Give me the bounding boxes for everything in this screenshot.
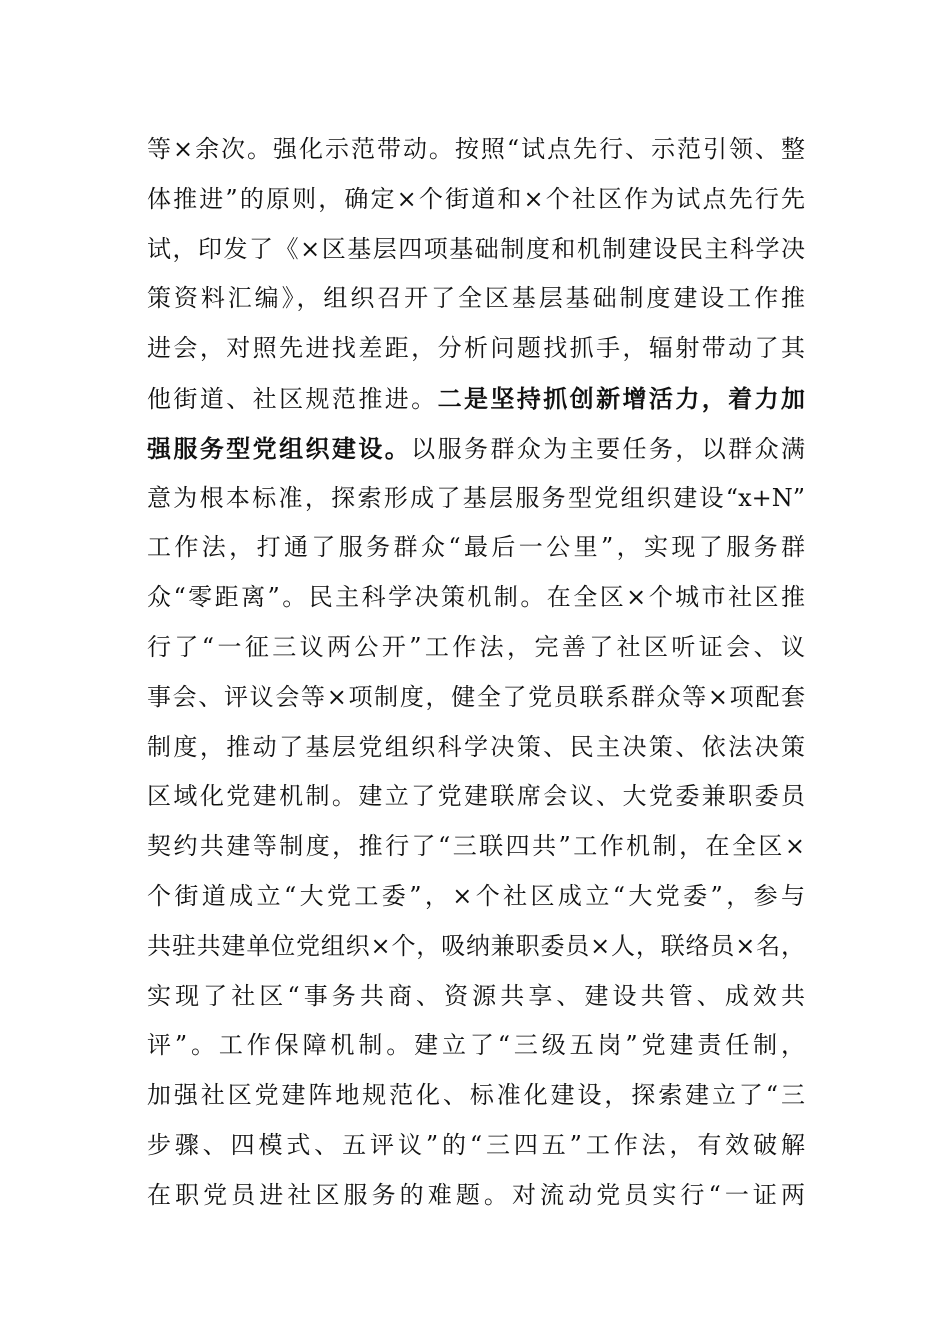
text-line xyxy=(147,175,805,225)
text-line xyxy=(147,972,805,1022)
text-run: 在职党员进社区服务的难题。对流动党员实行“一证两 xyxy=(147,1180,805,1209)
text-line xyxy=(147,324,805,374)
text-line xyxy=(147,723,805,773)
text-line xyxy=(147,1021,805,1071)
text-run: 工作法，打通了服务群众“最后一公里”，实现了服务群 xyxy=(147,533,805,562)
text-run: 他街道、社区规范推进。 xyxy=(147,384,438,413)
bold-heading-run: 二是坚持抓创新增活力，着力加 xyxy=(437,383,805,413)
text-line xyxy=(147,872,805,922)
body-text xyxy=(147,125,805,1221)
text-line xyxy=(147,822,805,872)
text-run: 步骤、四模式、五评议”的“三四五”工作法，有效破解 xyxy=(147,1130,805,1159)
bold-heading-run: 强服务型党组织建设。 xyxy=(147,433,412,463)
text-run: 试，印发了《×区基层四项基础制度和机制建设民主科学决 xyxy=(147,234,805,263)
text-line xyxy=(147,474,805,524)
text-line xyxy=(147,1171,805,1221)
text-run: 体推进”的原则，确定×个街道和×个社区作为试点先行先 xyxy=(147,184,805,213)
text-line xyxy=(147,772,805,822)
text-line xyxy=(147,623,805,673)
text-line xyxy=(147,274,805,324)
text-run: 制度，推动了基层党组织科学决策、民主决策、依法决策 xyxy=(147,732,805,761)
text-run: 区域化党建机制。建立了党建联席会议、大党委兼职委员 xyxy=(147,782,805,811)
text-run: 众“零距离”。民主科学决策机制。在全区×个城市社区推 xyxy=(147,583,805,612)
text-line xyxy=(147,1121,805,1171)
text-run: 个街道成立“大党工委”，×个社区成立“大党委”，参与 xyxy=(147,881,805,910)
text-run: 意为根本标准，探索形成了基层服务型党组织建设“x+N” xyxy=(147,483,805,512)
text-line xyxy=(147,922,805,972)
text-line xyxy=(147,424,805,474)
text-run: 行了“一征三议两公开”工作法，完善了社区听证会、议 xyxy=(147,632,805,661)
text-run: 实现了社区“事务共商、资源共享、建设共管、成效共 xyxy=(147,981,805,1010)
text-run: 等×余次。强化示范带动。按照“试点先行、示范引领、整 xyxy=(147,135,805,163)
text-run: 契约共建等制度，推行了“三联四共”工作机制，在全区× xyxy=(147,832,805,861)
text-run: 共驻共建单位党组织×个，吸纳兼职委员×人，联络员×名， xyxy=(147,931,805,960)
text-line xyxy=(147,523,805,573)
text-line xyxy=(147,673,805,723)
text-line xyxy=(147,374,805,424)
text-run: 加强社区党建阵地规范化、标准化建设，探索建立了“三 xyxy=(147,1081,805,1110)
text-line xyxy=(147,573,805,623)
text-run: 以服务群众为主要任务，以群众满 xyxy=(411,434,805,463)
text-run: 进会，对照先进找差距，分析问题找抓手，辐射带动了其 xyxy=(147,334,805,363)
text-run: 策资料汇编》，组织召开了全区基层基础制度建设工作推 xyxy=(147,284,805,313)
text-run: 事会、评议会等×项制度，健全了党员联系群众等×项配套 xyxy=(147,682,805,711)
text-line xyxy=(147,1071,805,1121)
text-line xyxy=(147,125,805,175)
text-run: 评”。工作保障机制。建立了“三级五岗”党建责任制， xyxy=(147,1031,805,1060)
text-line xyxy=(147,225,805,275)
